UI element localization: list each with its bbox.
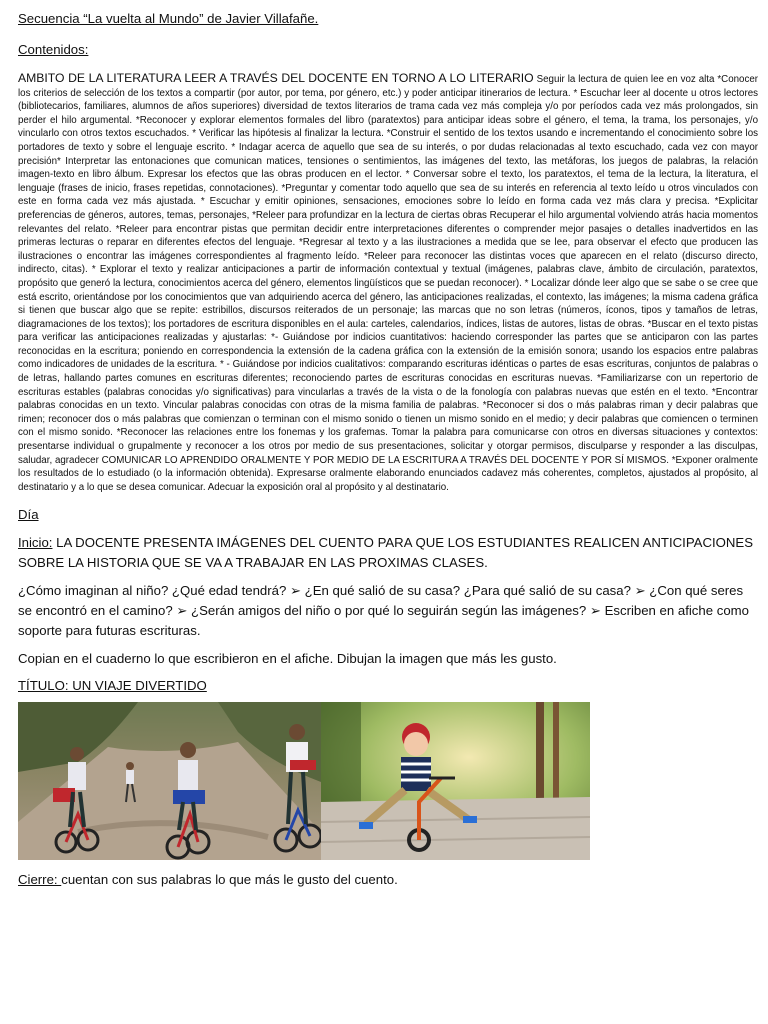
contents-paragraph bbox=[18, 72, 758, 494]
contents-heading: Contenidos: bbox=[18, 42, 89, 57]
document-page bbox=[18, 8, 758, 890]
child-balance-bike-illustration bbox=[321, 702, 590, 860]
copian-paragraph: Copian en el cuaderno lo que escribieron en el afiche. Dibujan la imagen que más les gusto. bbox=[18, 651, 557, 667]
cierre-text: cuentan con sus palabras lo que más le gusto del cuento. bbox=[61, 872, 398, 888]
photo-children-cycling bbox=[18, 702, 321, 860]
inicio-label: Inicio: bbox=[18, 535, 53, 551]
cierre-label: Cierre: bbox=[18, 872, 62, 888]
document-title: Secuencia “La vuelta al Mundo” de Javier Villafañe. bbox=[18, 11, 319, 26]
story-title: TÍTULO: UN VIAJE DIVERTIDO bbox=[18, 678, 207, 694]
dia-heading: Día bbox=[18, 507, 39, 523]
inicio-paragraph bbox=[18, 533, 758, 573]
story-images bbox=[18, 702, 590, 860]
cierre-paragraph bbox=[18, 870, 758, 890]
contents-lead: AMBITO DE LA LITERATURA LEER A TRAVÉS DEL DOCENTE EN TORNO A LO LITERARIO bbox=[18, 71, 534, 85]
children-cycling-illustration bbox=[18, 702, 321, 860]
questions-paragraph: ¿Cómo imaginan al niño? ¿Qué edad tendrá? ➢ ¿En qué salió de su casa? ¿Para qué salió de su casa? ➢ ¿Con qué seres se encontró en el camino? ➢ ¿Serán amigos del niño o por qué lo seguirán según las imágenes? ➢ Escriben en afiche como soporte para futuras escrituras. bbox=[18, 583, 749, 639]
inicio-text: LA DOCENTE PRESENTA IMÁGENES DEL CUENTO PARA QUE LOS ESTUDIANTES REALICEN ANTICIPACIONES SOBRE LA HISTORIA QUE SE VA A TRABAJAR EN LAS PROXIMAS CLASES. bbox=[18, 535, 754, 571]
photo-child-balance-bike bbox=[321, 702, 590, 860]
contents-body: Seguir la lectura de quien lee en voz alta *Conocer los criterios de selección de los textos a compartir (por autor, por tema, por género, etc.) y poder anticipar itinerarios de lectura. * Escuchar leer al docente u otros lectores (bibliotecarios, familiares, alumnos de años superiores) diversidad de textos literarios de trama cada vez más compleja y/o por períodos cada vez más prolongados, sin perder el hilo argumental. *Reconocer y explorar elementos formales del libro (paratextos) para anticipar ideas sobre el género, el tema, la trama, los personajes, y/o vincularlo con otros textos escuchados. * Verificar las hipótesis al finalizar la lectura. *Construir el sentido de los textos usando e incrementando el conocimiento sobre los portadores de texto y sobre el lenguaje escrito. * Indagar acerca de aquello que sea de su interés, o por dudas relacionadas al texto escuchado, cada vez con mayor precisión* Interpretar las entonaciones que comunican matices, tensiones o sentimientos, las imágenes del texto, las metáforas, los juegos de palabras, la relación imagen-texto en libro álbum. Expresar los efectos que las obras producen en el lector. * Conversar sobre el texto, los paratextos, el tema de la lectura, la literatura, el lenguaje (frases de inicio, frases repetidas, connotaciones). *Preguntar y comentar todo aquello que sea de su interés en referencia al texto leído u otros vinculados con este en forma cada vez más ajustada. * Escuchar y emitir opiniones, sensaciones, emociones sobre lo leído en forma cada vez más clara y precisa. *Explicitar preferencias de géneros, autores, temas, personajes, *Releer para profundizar en la lectura de ciertas obras Recuperar el hilo argumental volviendo atrás hacia momentos relevantes del relato. *Releer para encontrar pistas que permitan decidir entre interpretaciones diferentes o comprender mejor pasajes o detalles inadvertidos en las primeras lecturas o reparar en diferentes efectos del lenguaje. *Regresar al texto y a las ilustraciones a medida que se lee, para observar el efecto que producen las ilustraciones o encontrar las imágenes correspondientes al fragmento leído. *Releer para reconocer las distintas voces que aparecen en el relato (discurso directo, indirecto, citas). * Explorar el texto y realizar anticipaciones a partir de información contextual y textual (imágenes, palabras clave, ámbito de circulación, paratextos, propósito que generó la lectura, conocimientos acerca del género, elementos lingüísticos que se puedan reconocer). * Localizar dónde leer algo que se sabe o se cree que está escrito, orientándose por los conocimientos que van adquiriendo acerca del género, las anticipaciones realizadas, el contexto, las imágenes; la misma cadena gráfica si tienen que buscar algo que se repite: estribillos, discursos reiterados de un personaje; las marcas que no son letras (números, íconos, tipos y tamaños de letras, diagramaciones de los textos); los portadores de escritura disponibles en el aula: carteles, calendarios, índices, listas de autores, listas de obras. *Buscar en el texto pistas para verificar las anticipaciones realizadas y ajustarlas: *- Guiándose por indicios cuantitativos: haciendo corresponder las partes que se anticiparon con las partes reconocidas en la escritura; poniendo en correspondencia la extensión de la cadena gráfica con la extensión de la emisión sonora; usando los espacios entre palabras como indicadores de unidades de la escritura. * - Guiándose por indicios cualitativos: comparando escrituras idénticas o partes de esas escrituras, conjuntos de palabras o de letras, hallando partes comunes en escrituras diferentes; reconociendo partes de escrituras conocidas en escrituras nuevas. *Familiarizarse con un repertorio de escrituras estables (palabras conocidas y/o significativas) para vincularlas a través de la vista o de la fonología con palabras nuevas que estén en el texto. *Encontrar palabras conocidas en un texto. Vincular palabras conocidas con otras de la misma familia de palabras. *Reconocer si dos o más palabras riman y decir palabras que rimen; reconocer dos o más palabras que comienzan o terminan con el mismo sonido o tienen un mismo sonido en el medio; y decir palabras que comiencen o terminen con el mismo sonido. *Reconocer las relaciones entre los fonemas y los grafemas. Tomar la palabra para comunicarse con otros en diversas situaciones y contextos: presentarse individual o grupalmente y reconocer a los otros por medio de sus presentaciones, solicitar y otorgar permisos, disculparse y responder a las disculpas, saludar, agradecer COMUNICAR LO APRENDIDO ORALMENTE Y POR MEDIO DE LA ESCRITURA A TRAVÉS DEL DOCENTE Y POR SÍ MISMOS. *Exponer oralmente los resultados de lo estudiado (o la información obtenida). Expresarse oralmente elaborando enunciados cadavez más coherentes, completos, ajustados al propósito, al destinatario y a lo que se desea comunicar. Adecuar la exposición oral al propósito y al destinatario. bbox=[18, 74, 759, 493]
